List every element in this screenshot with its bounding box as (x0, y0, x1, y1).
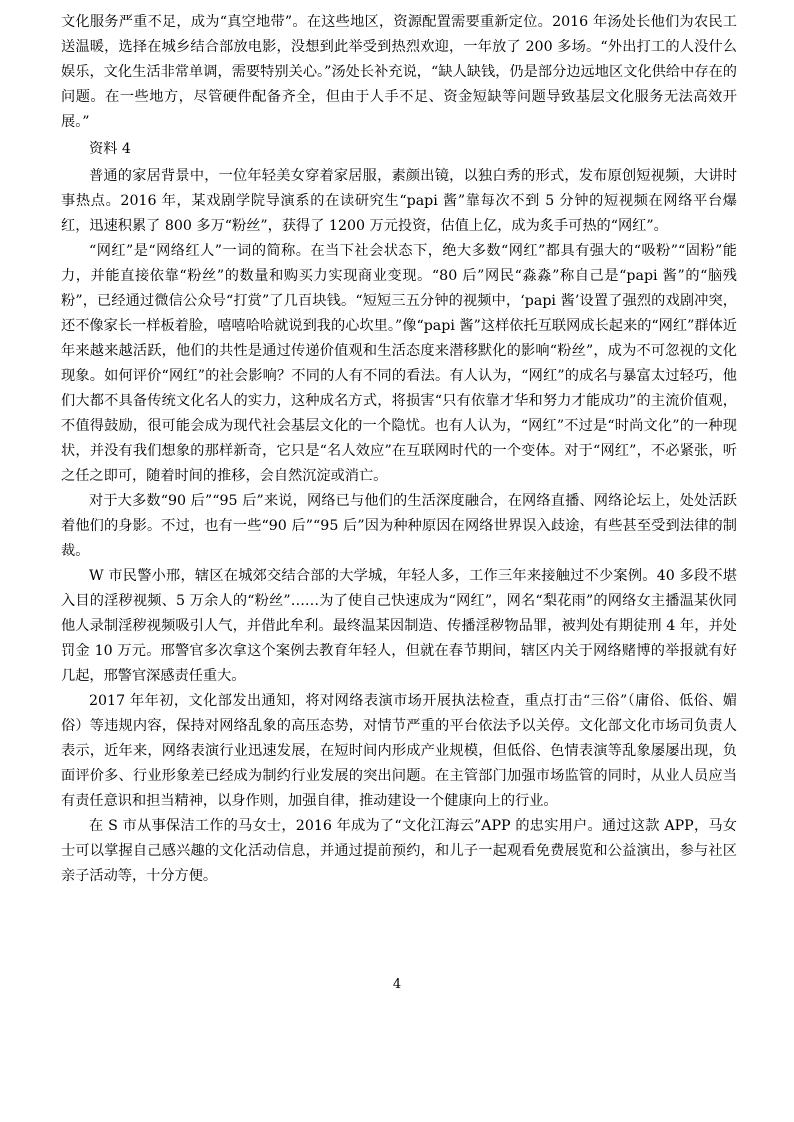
paragraph-papi-intro: 普通的家居背景中，一位年轻美女穿着家居服，素颜出镜，以独白秀的形式，发布原创短视频，大讲时事热点。2016 年，某戏剧学院导演系的在读研究生“papi 酱”靠每次不到 5 分钟的短视频在网络平台爆红，迅速积累了 800 多万“粉丝”，获得了 1200 万元投资，估值上亿，成为炙手可热的“网红”。 (61, 168, 737, 234)
page-number: 4 (392, 977, 402, 992)
paragraph-post-90s: 对于大多数“90 后”“95 后”来说，网络已与他们的生活深度融合，在网络直播、网络论坛上，处处活跃着他们的身影。不过，也有一些“90 后”“95 后”因为种种原因在网络世界误入歧途，有些甚至受到法律的制裁。 (61, 493, 737, 559)
paragraph-ministry-notice: 2017 年年初，文化部发出通知，将对网络表演市场开展执法检查，重点打击“三俗”（庸俗、低俗、媚俗）等违规内容，保持对网络乱象的高压态势，对情节严重的平台依法予以关停。文化部文化市场司负责人表示，近年来，网络表演行业迅速发展，在短时间内形成产业规模，但低俗、色情表演等乱象屡屡出现，负面评价多、行业形象差已经成为制约行业发展的突出问题。在主管部门加强市场监管的同时，从业人员应当有责任意识和担当精神，以身作则，加强自律，推动建设一个健康向上的行业。 (61, 693, 737, 809)
paragraph-continuation: 文化服务严重不足，成为“真空地带”。在这些地区，资源配置需要重新定位。2016 年汤处长他们为农民工送温暖，选择在城乡结合部放电影，没想到此举受到热烈欢迎，一年放了 200 多场。“外出打工的人没什么娱乐，文化生活非常单调，需要特别关心。”汤处长补充说，“缺人缺钱，仍是部分边远地区文化供给中存在的问题。在一些地方，尽管硬件配备齐全，但由于人手不足、资金短缺等问题导致基层文化服务无法高效开展。” (61, 14, 737, 130)
paragraph-police-case: W 市民警小邢，辖区在城郊交结合部的大学城，年轻人多，工作三年来接触过不少案例。40 多段不堪入目的淫秽视频、5 万余人的“粉丝”……为了使自己快速成为“网红”，网名“梨花雨”的网络女主播温某伙同他人录制淫秽视频吸引人气，并借此牟利。最终温某因制造、传播淫秽物品罪，被判处有期徒刑 4 年，并处罚金 10 万元。邢警官多次拿这个案例去教育年轻人，但就在春节期间，辖区内关于网络赌博的举报就有好几起，邢警官深感责任重大。 (61, 568, 737, 684)
paragraph-app-user: 在 S 市从事保洁工作的马女士，2016 年成为了“文化江海云”APP 的忠实用户。通过这款 APP，马女士可以掌握自己感兴趣的文化活动信息，并通过提前预约，和儿子一起观看免费展览和公益演出，参与社区亲子活动等，十分方便。 (61, 818, 737, 884)
section-heading-material-4: 资料 4 (89, 141, 131, 157)
document-page (61, 10, 737, 889)
paragraph-wanghong-definition: “网红”是“网络红人”一词的简称。在当下社会状态下，绝大多数“网红”都具有强大的“吸粉”“固粉”能力，并能直接依靠“粉丝”的数量和购买力实现商业变现。“80 后”网民“淼淼”称自己是“papi 酱”的“脑残粉”，已经通过微信公众号“打赏”了几百块钱。“短短三五分钟的视频中，‘papi 酱’设置了强烈的戏剧冲突，还不像家长一样板着脸，嘻嘻哈哈就说到我的心坎里。”像“papi 酱”这样依托互联网成长起来的“网红”群体近年来越来越活跃，他们的共性是通过传递价值观和生活态度来潜移默化的影响“粉丝”，成为不可忽视的文化现象。如何评价“网红”的社会影响？不同的人有不同的看法。有人认为，“网红”的成名与暴富太过轻巧，他们大都不具备传统文化名人的实力，这种成名方式，将损害“只有依靠才华和努力才能成功”的主流价值观，不值得鼓励，很可能会成为现代社会基层文化的一个隐忧。也有人认为，“网红”不过是“时尚文化”的一种现状，并没有我们想象的那样新奇，它只是“名人效应”在互联网时代的一个变体。对于“网红”，不必紧张，听之任之即可，随着时间的推移，会自然沉淀或消亡。 (61, 243, 737, 484)
